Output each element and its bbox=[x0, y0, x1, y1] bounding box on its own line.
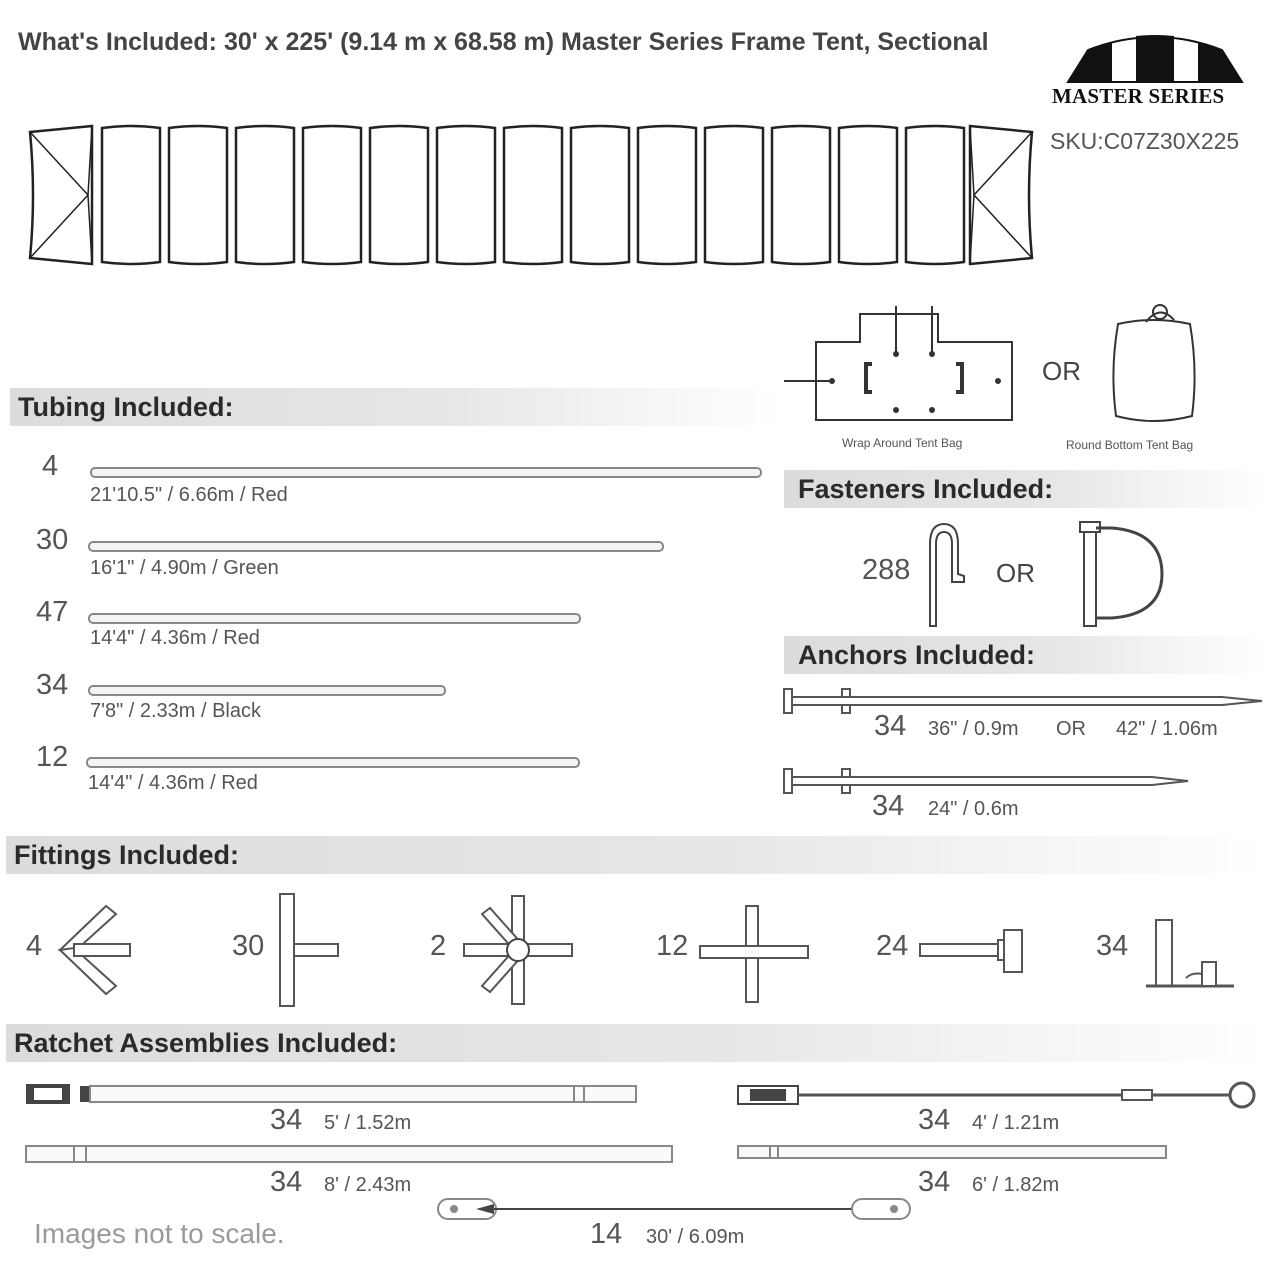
strap-6ft-icon bbox=[736, 1144, 1168, 1162]
fittings-heading: Fittings Included: bbox=[14, 840, 239, 870]
stake-pin-icon bbox=[918, 518, 970, 630]
t-fitting-icon bbox=[278, 892, 342, 1008]
tube-bar bbox=[86, 757, 580, 768]
fitting-qty: 34 bbox=[1096, 930, 1129, 962]
ratchet-spec: 5' / 1.52m bbox=[324, 1112, 412, 1134]
tubing-spec: 7'8" / 2.33m / Black bbox=[90, 700, 261, 722]
anchor-spec: 24" / 0.6m bbox=[928, 798, 1019, 820]
ratchet-spec: 6' / 1.82m bbox=[972, 1174, 1060, 1196]
short-anchor-stake-icon bbox=[782, 768, 1194, 794]
ratchet-spec: 8' / 2.43m bbox=[324, 1174, 412, 1196]
ratchet-qty: 34 bbox=[270, 1166, 303, 1198]
ratchet-spec: 30' / 6.09m bbox=[646, 1226, 745, 1248]
tent-section bbox=[102, 126, 160, 264]
fastener-or-label: OR bbox=[996, 558, 1035, 588]
tube-bar bbox=[88, 613, 581, 624]
tent-section bbox=[705, 126, 763, 264]
master-series-logo-icon bbox=[1060, 28, 1250, 84]
ratchets-heading: Ratchet Assemblies Included: bbox=[14, 1028, 398, 1058]
wrap-bag-caption: Wrap Around Tent Bag bbox=[842, 436, 963, 450]
ratchet-spec: 4' / 1.21m bbox=[972, 1112, 1060, 1134]
footer-note: Images not to scale. bbox=[34, 1218, 285, 1249]
tent-section bbox=[504, 126, 562, 264]
ratchet-qty: 34 bbox=[918, 1166, 951, 1198]
tent-section bbox=[437, 126, 495, 264]
tubing-spec: 14'4" / 4.36m / Red bbox=[88, 772, 258, 794]
anchor-qty: 34 bbox=[872, 790, 905, 822]
tubing-heading: Tubing Included: bbox=[18, 392, 234, 422]
tubing-heading-band bbox=[10, 388, 780, 426]
fasteners-qty: 288 bbox=[862, 554, 911, 586]
tube-bar bbox=[88, 685, 446, 696]
long-anchor-stake-icon bbox=[782, 688, 1266, 714]
anchor-qty: 34 bbox=[874, 710, 907, 742]
anchor-or-label: OR bbox=[1056, 718, 1086, 740]
round-bottom-bag-icon bbox=[1106, 300, 1202, 428]
ratchet-qty: 14 bbox=[590, 1218, 623, 1250]
fitting-qty: 4 bbox=[26, 930, 43, 962]
tubing-qty: 4 bbox=[42, 450, 59, 482]
strap-8ft-icon bbox=[24, 1144, 674, 1166]
wrap-around-bag-icon bbox=[784, 306, 1016, 424]
tent-section bbox=[772, 126, 830, 264]
fitting-qty: 30 bbox=[232, 930, 265, 962]
end-fitting-icon bbox=[918, 926, 1026, 976]
ratchet-qty: 34 bbox=[918, 1104, 951, 1136]
anchor-spec: 42" / 1.06m bbox=[1116, 718, 1218, 740]
anchors-heading: Anchors Included: bbox=[798, 640, 1036, 670]
tent-section bbox=[638, 126, 696, 264]
tubing-spec: 21'10.5" / 6.66m / Red bbox=[90, 484, 288, 506]
tube-bar bbox=[90, 467, 762, 478]
anchors-heading-band bbox=[784, 636, 1264, 674]
fasteners-heading: Fasteners Included: bbox=[798, 474, 1054, 504]
tubing-spec: 14'4" / 4.36m / Red bbox=[90, 627, 260, 649]
tent-section bbox=[169, 126, 227, 264]
page-title: What's Included: 30' x 225' (9.14 m x 68.58 m) Master Series Frame Tent, Sectional bbox=[18, 28, 989, 56]
tubing-qty: 47 bbox=[36, 596, 69, 628]
brand-wordmark: MASTER SERIES bbox=[1052, 84, 1225, 108]
hub-fitting-icon bbox=[460, 894, 576, 1006]
sku-label: SKU:C07Z30X225 bbox=[1050, 128, 1240, 154]
tent-section bbox=[236, 126, 294, 264]
tent-section bbox=[906, 126, 964, 264]
fittings-heading-band bbox=[6, 836, 1266, 874]
anchor-spec: 36" / 0.9m bbox=[928, 718, 1019, 740]
ratchet-qty: 34 bbox=[270, 1104, 303, 1136]
tube-bar bbox=[88, 541, 664, 552]
base-plate-icon bbox=[1144, 916, 1236, 990]
corner-fitting-icon bbox=[56, 900, 136, 1000]
fasteners-heading-band bbox=[784, 470, 1264, 508]
d-shackle-pin-icon bbox=[1078, 518, 1168, 630]
tubing-qty: 12 bbox=[36, 741, 69, 773]
ratchet-strap-4ft-icon bbox=[736, 1080, 1258, 1110]
tent-section bbox=[303, 126, 361, 264]
tent-section bbox=[370, 126, 428, 264]
ratchet-strap-5ft-icon bbox=[24, 1080, 640, 1108]
round-bag-caption: Round Bottom Tent Bag bbox=[1066, 438, 1194, 452]
cross-fitting-icon bbox=[698, 904, 810, 1004]
ratchets-heading-band bbox=[6, 1024, 1266, 1062]
cable-30ft-icon bbox=[436, 1196, 912, 1222]
tubing-spec: 16'1" / 4.90m / Green bbox=[90, 557, 279, 579]
tubing-qty: 30 bbox=[36, 524, 69, 556]
bag-or-label: OR bbox=[1042, 356, 1081, 386]
fitting-qty: 2 bbox=[430, 930, 447, 962]
tent-layout-diagram bbox=[26, 122, 1038, 268]
fitting-qty: 24 bbox=[876, 930, 909, 962]
tubing-qty: 34 bbox=[36, 669, 69, 701]
tent-section bbox=[571, 126, 629, 264]
fitting-qty: 12 bbox=[656, 930, 689, 962]
tent-section bbox=[839, 126, 897, 264]
